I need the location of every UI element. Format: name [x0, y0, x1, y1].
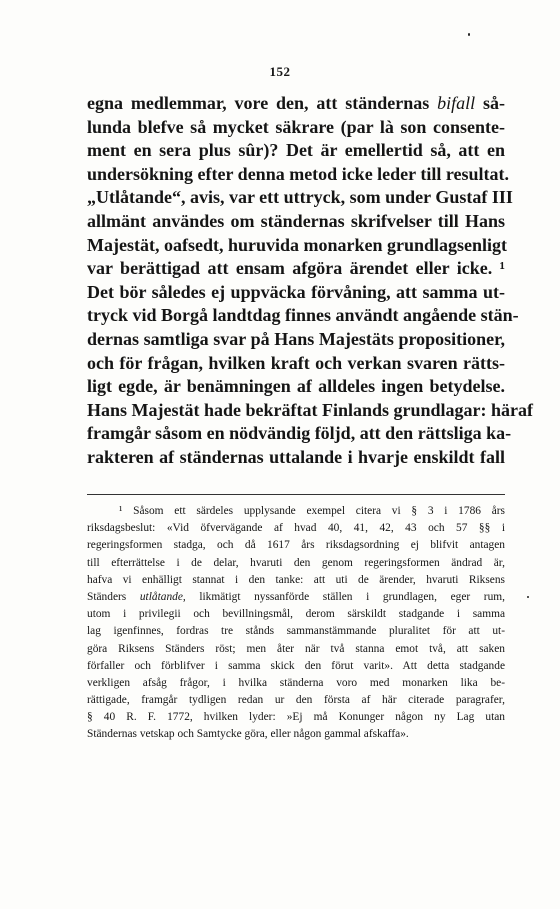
text-line: och för frågan, hvilken kraft och verkan svaren rätts-	[87, 352, 505, 373]
text-line: allmänt användes om ständernas skrifvelser till Hans	[87, 210, 505, 231]
footnote-line: riksdagsbeslut: «Vid öfvervägande af hvad 40, 41, 42, 43 och 57 §§ i	[87, 522, 505, 535]
stray-mark	[527, 596, 529, 598]
text-line: ligt egde, är benämningen af alldeles ingen betydelse.	[87, 376, 505, 397]
footnote-line: § 40 R. F. 1772, hvilken lyder: »Ej må Konunger någon ny Lag utan	[87, 711, 505, 724]
footnote-line: till efterrättelse i de delar, hvaruti den genom regeringsformen ändrad är,	[87, 556, 505, 569]
text-line: „Utlåtande“, avis, var ett uttryck, som under Gustaf III	[87, 187, 513, 208]
footnote-line: rättigade, framgår tydligen redan ur den första af här citerade paragrafer,	[87, 694, 505, 707]
footnote-line: förfaller och förblifver i samma skick den förut varit». Att detta stadgande	[87, 659, 505, 672]
text-line: framgår såsom en nödvändig följd, att den rättsliga ka-	[87, 423, 512, 444]
text-line: undersökning efter denna metod icke leder till resultat.	[87, 163, 509, 184]
text-line: Hans Majestät hade bekräftat Finlands grundlagar: häraf	[87, 399, 534, 420]
stray-mark	[468, 33, 470, 36]
footnote-divider	[87, 494, 505, 495]
text-line: Majestät, oafsedt, huruvida monarken grundlagsenligt	[87, 234, 508, 255]
footnote-line: lag igenfinnes, fordras tre stånds sammanstämmande pluralitet för att ut-	[87, 625, 505, 638]
footnote-line: utom i privilegii och bevillningsmål, derom särskildt stadgande i samma	[87, 608, 505, 621]
footnote-line: Ständernas vetskap och Samtycke göra, eller någon gammal afskaffa».	[87, 728, 409, 741]
footnote	[87, 503, 505, 744]
text-line: lunda blefve så mycket säkrare (par là son consente-	[87, 116, 505, 137]
footnote-line: hafva vi enhälligt stannat i den tanke: att uti de ärender, hvaruti Riksens	[87, 573, 505, 586]
text-line: dernas samtliga svar på Hans Majestäts propositioner,	[87, 328, 505, 349]
text-line: ment en sera plus sûr)? Det är emellertid så, att en	[87, 140, 505, 161]
text-line: egna medlemmar, vore den, att ständernas bifall så-	[87, 93, 505, 113]
main-text	[87, 92, 534, 470]
footnote-line: ¹ Såsom ett särdeles upplysande exempel citera vi § 3 i 1786 års	[119, 505, 505, 517]
text-line: var berättigad att ensam afgöra ärendet eller icke. ¹	[87, 258, 505, 279]
text-line: Det bör således ej uppväcka förvåning, att samma ut-	[87, 281, 505, 302]
footnote-line: Ständers utlåtande, likmätigt nyssanförde ställen i grundlagen, eger rum,	[87, 590, 506, 603]
text-line: tryck vid Borgå landtdag finnes användt angående stän-	[87, 305, 519, 326]
text-line: rakteren af ständernas uttalande i hvarje enskildt fall	[87, 446, 505, 467]
footnote-line: verkligen afsåg frågor, i hvilka ständerna voro med monarken lika be-	[87, 676, 505, 689]
page-number: 152	[269, 64, 291, 79]
footnote-line: göra Riksens Ständers röst; men åter när två stanna emot två, att saken	[87, 642, 505, 655]
footnote-line: regeringsformen stadga, och då 1617 års riksdagsordning ej blifvit antagen	[87, 539, 505, 552]
